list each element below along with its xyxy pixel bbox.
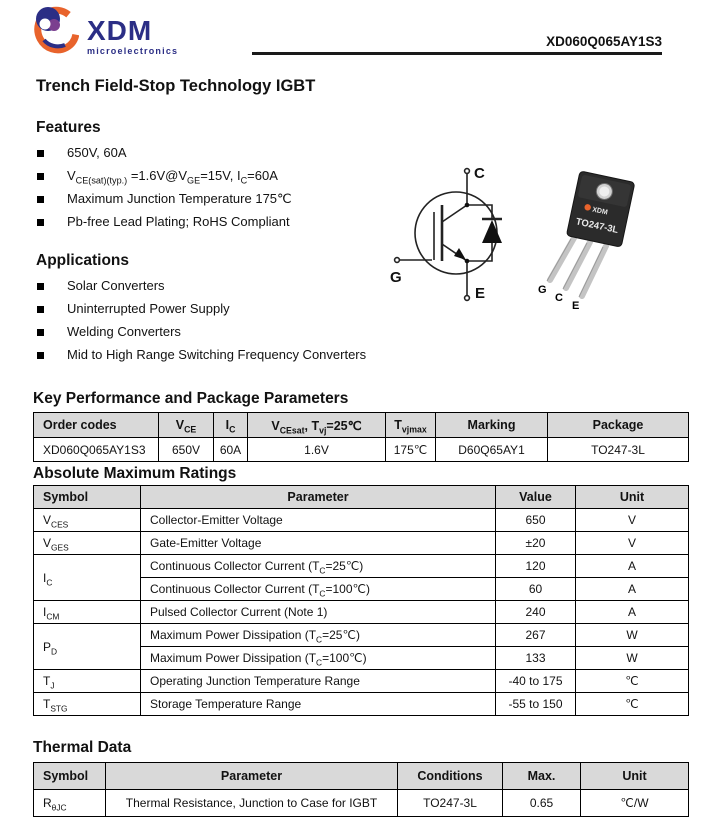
bullet-square-icon <box>37 173 44 180</box>
application-text: Mid to High Range Switching Frequency Converters <box>67 347 367 362</box>
parameter-cell: Pulsed Collector Current (Note 1) <box>141 601 496 624</box>
igbt-symbol-diagram <box>388 160 538 315</box>
features-section <box>36 119 396 238</box>
list-item <box>36 302 416 316</box>
col-header-unit: Unit <box>581 763 689 790</box>
unit-cell: A <box>576 555 689 578</box>
feature-text: Pb-free Lead Plating; RoHS Compliant <box>67 214 290 229</box>
symbol-cell: $T_{STG}$ <box>34 693 141 716</box>
unit-cell: A <box>576 578 689 601</box>
col-header-symbol: Symbol <box>34 486 141 509</box>
ic-cell: 60A <box>214 438 248 462</box>
feature-text: Maximum Junction Temperature 175℃ <box>67 191 292 206</box>
col-header-conditions: Conditions <box>398 763 503 790</box>
list-item <box>36 168 396 186</box>
gate-label: G <box>390 269 402 286</box>
value-cell: ±20 <box>496 532 576 555</box>
list-item <box>36 348 416 362</box>
thermal-heading: Thermal Data <box>33 739 132 756</box>
value-cell: 133 <box>496 647 576 670</box>
parameter-cell: Gate-Emitter Voltage <box>141 532 496 555</box>
parameter-cell: Storage Temperature Range <box>141 693 496 716</box>
list-item <box>36 215 396 229</box>
emitter-label: E <box>475 285 486 302</box>
applications-heading: Applications <box>36 252 130 269</box>
parameter-cell: Thermal Resistance, Junction to Case for IGBT <box>106 790 398 817</box>
col-header-ic: $I_C$ <box>214 413 248 438</box>
col-header-marking: Marking <box>436 413 548 438</box>
abs-max-table <box>33 485 689 716</box>
list-item <box>36 325 416 339</box>
key-performance-table <box>33 412 689 462</box>
bullet-square-icon <box>37 196 44 203</box>
col-header-max: Max. <box>503 763 581 790</box>
value-cell: -40 to 175 <box>496 670 576 693</box>
package-photo <box>538 160 704 320</box>
brand-name: XDM <box>87 15 153 46</box>
symbol-cell: $I_{CM}$ <box>34 601 141 624</box>
parameter-cell: Continuous Collector Current $(T_C=25℃)$ <box>141 555 496 578</box>
thermal-table <box>33 762 689 817</box>
application-text: Solar Converters <box>67 278 165 293</box>
abs-max-heading: Absolute Maximum Ratings <box>33 465 237 482</box>
symbol-cell: $P_D$ <box>34 624 141 670</box>
features-heading: Features <box>36 119 101 136</box>
feature-text: 650V, 60A <box>67 145 127 160</box>
table-header-row <box>34 486 689 509</box>
unit-cell: V <box>576 532 689 555</box>
unit-cell: W <box>576 624 689 647</box>
symbol-cell: $I_C$ <box>34 555 141 601</box>
bullet-square-icon <box>37 150 44 157</box>
unit-cell: A <box>576 601 689 624</box>
bullet-square-icon <box>37 306 44 313</box>
key-performance-heading: Key Performance and Package Parameters <box>33 390 349 407</box>
col-header-vcesat: $V_{CEsat}$, $T_{vj}=25℃$ <box>248 413 386 438</box>
applications-section <box>36 252 416 371</box>
bullet-square-icon <box>37 329 44 336</box>
applications-list <box>36 279 416 362</box>
col-header-tvjmax: $T_{vjmax}$ <box>386 413 436 438</box>
table-row <box>34 670 689 693</box>
table-row <box>34 509 689 532</box>
parameter-cell: Operating Junction Temperature Range <box>141 670 496 693</box>
table-row <box>34 790 689 817</box>
to247-package-icon <box>538 160 704 315</box>
header-divider <box>252 52 662 55</box>
vce-cell: 650V <box>159 438 214 462</box>
col-header-unit: Unit <box>576 486 689 509</box>
collector-label: C <box>474 165 485 182</box>
application-text: Uninterrupted Power Supply <box>67 301 230 316</box>
package-brand-text: XDM <box>591 206 609 217</box>
pin-label-e: E <box>572 300 580 312</box>
value-cell: 240 <box>496 601 576 624</box>
symbol-cell: $V_{GES}$ <box>34 532 141 555</box>
col-header-order-codes: Order codes <box>34 413 159 438</box>
table-row <box>34 438 689 462</box>
conditions-cell: TO247-3L <box>398 790 503 817</box>
list-item <box>36 146 396 160</box>
marking-cell: D60Q65AY1 <box>436 438 548 462</box>
col-header-package: Package <box>548 413 689 438</box>
col-header-symbol: Symbol <box>34 763 106 790</box>
package-cell: TO247-3L <box>548 438 689 462</box>
parameter-cell: Collector-Emitter Voltage <box>141 509 496 532</box>
table-row <box>34 693 689 716</box>
symbol-cell: $V_{CES}$ <box>34 509 141 532</box>
unit-cell: ℃ <box>576 693 689 716</box>
value-cell: 60 <box>496 578 576 601</box>
part-number: XD060Q065AY1S3 <box>546 34 662 49</box>
col-header-parameter: Parameter <box>106 763 398 790</box>
col-header-parameter: Parameter <box>141 486 496 509</box>
unit-cell: V <box>576 509 689 532</box>
unit-cell: ℃ <box>576 670 689 693</box>
max-cell: 0.65 <box>503 790 581 817</box>
page-title: Trench Field-Stop Technology IGBT <box>36 77 316 95</box>
value-cell: 120 <box>496 555 576 578</box>
list-item <box>36 192 396 206</box>
table-row <box>34 601 689 624</box>
igbt-symbol-icon <box>388 160 538 310</box>
vcesat-cell: 1.6V <box>248 438 386 462</box>
feature-text: $V_{CE(sat)(typ.)}$ $=1.6V@V_{GE}=15V$, $I_C=60A$ <box>67 168 278 186</box>
xdm-logo-icon <box>33 4 79 56</box>
col-header-vce: $V_{CE}$ <box>159 413 214 438</box>
parameter-cell: Maximum Power Dissipation $(T_C=100℃)$ <box>141 647 496 670</box>
features-list <box>36 146 396 229</box>
order-code-cell: XD060Q065AY1S3 <box>34 438 159 462</box>
pin-label-c: C <box>555 292 563 304</box>
list-item <box>36 279 416 293</box>
bullet-square-icon <box>37 283 44 290</box>
symbol-cell: $T_J$ <box>34 670 141 693</box>
col-header-value: Value <box>496 486 576 509</box>
application-text: Welding Converters <box>67 324 181 339</box>
value-cell: 650 <box>496 509 576 532</box>
brand-tagline: microelectronics <box>87 46 179 56</box>
value-cell: -55 to 150 <box>496 693 576 716</box>
table-row <box>34 624 689 647</box>
unit-cell: ℃/W <box>581 790 689 817</box>
parameter-cell: Continuous Collector Current $(T_C=100℃)$ <box>141 578 496 601</box>
table-header-row <box>34 763 689 790</box>
value-cell: 267 <box>496 624 576 647</box>
symbol-cell: $R_{\theta JC}$ <box>34 790 106 817</box>
bullet-square-icon <box>37 352 44 359</box>
header-logo <box>33 4 178 56</box>
tvjmax-cell: 175℃ <box>386 438 436 462</box>
table-header-row <box>34 413 689 438</box>
table-row <box>34 532 689 555</box>
table-row <box>34 555 689 578</box>
package-body-label: TO247-3L <box>574 216 620 237</box>
parameter-cell: Maximum Power Dissipation $(T_C=25℃)$ <box>141 624 496 647</box>
pin-label-g: G <box>538 284 547 296</box>
unit-cell: W <box>576 647 689 670</box>
bullet-square-icon <box>37 219 44 226</box>
